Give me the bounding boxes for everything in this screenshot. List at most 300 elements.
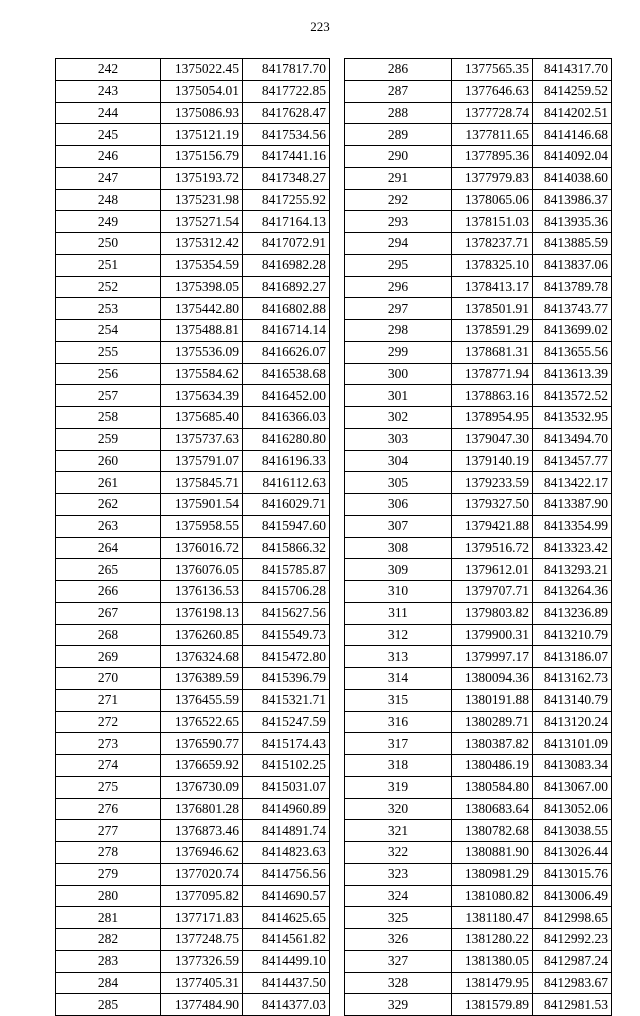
y-coordinate-cell: 8413186.07 (533, 646, 612, 668)
table-row (345, 385, 612, 407)
table-row (56, 668, 330, 690)
point-number-cell: 313 (345, 646, 452, 668)
y-coordinate-cell: 8416538.68 (243, 363, 330, 385)
x-coordinate-cell: 1375121.19 (161, 124, 243, 146)
x-coordinate-cell: 1381479.95 (452, 972, 533, 994)
point-number-cell: 303 (345, 428, 452, 450)
table-row (56, 211, 330, 233)
table-row (56, 341, 330, 363)
x-coordinate-cell: 1380387.82 (452, 733, 533, 755)
coordinates-table-left (55, 58, 330, 1016)
x-coordinate-cell: 1378413.17 (452, 276, 533, 298)
y-coordinate-cell: 8413572.52 (533, 385, 612, 407)
point-number-cell: 243 (56, 80, 161, 102)
table-row (56, 624, 330, 646)
y-coordinate-cell: 8413067.00 (533, 776, 612, 798)
point-number-cell: 246 (56, 146, 161, 168)
y-coordinate-cell: 8416892.27 (243, 276, 330, 298)
x-coordinate-cell: 1381280.22 (452, 929, 533, 951)
y-coordinate-cell: 8416029.71 (243, 494, 330, 516)
y-coordinate-cell: 8414625.65 (243, 907, 330, 929)
y-coordinate-cell: 8415174.43 (243, 733, 330, 755)
x-coordinate-cell: 1381180.47 (452, 907, 533, 929)
table-row (56, 863, 330, 885)
y-coordinate-cell: 8414202.51 (533, 102, 612, 124)
table-row (56, 320, 330, 342)
point-number-cell: 310 (345, 581, 452, 603)
table-row (345, 494, 612, 516)
x-coordinate-cell: 1377484.90 (161, 994, 243, 1016)
page-number: 223 (310, 19, 330, 34)
y-coordinate-cell: 8416714.14 (243, 320, 330, 342)
point-number-cell: 328 (345, 972, 452, 994)
point-number-cell: 259 (56, 428, 161, 450)
y-coordinate-cell: 8413026.44 (533, 842, 612, 864)
x-coordinate-cell: 1378591.29 (452, 320, 533, 342)
table-row (345, 254, 612, 276)
table-row (56, 929, 330, 951)
table-row (56, 537, 330, 559)
point-number-cell: 311 (345, 602, 452, 624)
x-coordinate-cell: 1377811.65 (452, 124, 533, 146)
x-coordinate-cell: 1378954.95 (452, 407, 533, 429)
x-coordinate-cell: 1377020.74 (161, 863, 243, 885)
x-coordinate-cell: 1380981.29 (452, 863, 533, 885)
y-coordinate-cell: 8413387.90 (533, 494, 612, 516)
table-row (345, 472, 612, 494)
table-row (345, 515, 612, 537)
y-coordinate-cell: 8416626.07 (243, 341, 330, 363)
x-coordinate-cell: 1375354.59 (161, 254, 243, 276)
point-number-cell: 302 (345, 407, 452, 429)
x-coordinate-cell: 1381080.82 (452, 885, 533, 907)
y-coordinate-cell: 8413743.77 (533, 298, 612, 320)
table-row (56, 254, 330, 276)
x-coordinate-cell: 1380584.80 (452, 776, 533, 798)
point-number-cell: 312 (345, 624, 452, 646)
table-row (56, 363, 330, 385)
x-coordinate-cell: 1379421.88 (452, 515, 533, 537)
x-coordinate-cell: 1378237.71 (452, 233, 533, 255)
table-row (345, 711, 612, 733)
x-coordinate-cell: 1376076.05 (161, 559, 243, 581)
point-number-cell: 281 (56, 907, 161, 929)
point-number-cell: 275 (56, 776, 161, 798)
table-row (56, 907, 330, 929)
point-number-cell: 245 (56, 124, 161, 146)
point-number-cell: 284 (56, 972, 161, 994)
point-number-cell: 280 (56, 885, 161, 907)
point-number-cell: 260 (56, 450, 161, 472)
table-row (345, 102, 612, 124)
x-coordinate-cell: 1379516.72 (452, 537, 533, 559)
x-coordinate-cell: 1377095.82 (161, 885, 243, 907)
y-coordinate-cell: 8416112.63 (243, 472, 330, 494)
point-number-cell: 297 (345, 298, 452, 320)
point-number-cell: 277 (56, 820, 161, 842)
table-row (345, 363, 612, 385)
point-number-cell: 271 (56, 689, 161, 711)
x-coordinate-cell: 1379047.30 (452, 428, 533, 450)
point-number-cell: 265 (56, 559, 161, 581)
point-number-cell: 283 (56, 950, 161, 972)
y-coordinate-cell: 8414038.60 (533, 167, 612, 189)
table-row (56, 124, 330, 146)
table-row (56, 972, 330, 994)
y-coordinate-cell: 8414823.63 (243, 842, 330, 864)
y-coordinate-cell: 8415549.73 (243, 624, 330, 646)
point-number-cell: 244 (56, 102, 161, 124)
table-row (56, 885, 330, 907)
y-coordinate-cell: 8414259.52 (533, 80, 612, 102)
y-coordinate-cell: 8413699.02 (533, 320, 612, 342)
y-coordinate-cell: 8415396.79 (243, 668, 330, 690)
point-number-cell: 304 (345, 450, 452, 472)
point-number-cell: 298 (345, 320, 452, 342)
point-number-cell: 268 (56, 624, 161, 646)
y-coordinate-cell: 8415472.80 (243, 646, 330, 668)
point-number-cell: 307 (345, 515, 452, 537)
y-coordinate-cell: 8417072.91 (243, 233, 330, 255)
y-coordinate-cell: 8415706.28 (243, 581, 330, 603)
x-coordinate-cell: 1377565.35 (452, 59, 533, 81)
point-number-cell: 254 (56, 320, 161, 342)
point-number-cell: 315 (345, 689, 452, 711)
point-number-cell: 282 (56, 929, 161, 951)
x-coordinate-cell: 1375488.81 (161, 320, 243, 342)
x-coordinate-cell: 1376389.59 (161, 668, 243, 690)
y-coordinate-cell: 8417534.56 (243, 124, 330, 146)
y-coordinate-cell: 8416366.03 (243, 407, 330, 429)
y-coordinate-cell: 8413101.09 (533, 733, 612, 755)
x-coordinate-cell: 1380289.71 (452, 711, 533, 733)
x-coordinate-cell: 1375958.55 (161, 515, 243, 537)
x-coordinate-cell: 1375156.79 (161, 146, 243, 168)
point-number-cell: 288 (345, 102, 452, 124)
point-number-cell: 300 (345, 363, 452, 385)
point-number-cell: 286 (345, 59, 452, 81)
table-row (345, 646, 612, 668)
x-coordinate-cell: 1376324.68 (161, 646, 243, 668)
x-coordinate-cell: 1376730.09 (161, 776, 243, 798)
x-coordinate-cell: 1375737.63 (161, 428, 243, 450)
point-number-cell: 273 (56, 733, 161, 755)
x-coordinate-cell: 1375193.72 (161, 167, 243, 189)
point-number-cell: 261 (56, 472, 161, 494)
table-row (56, 167, 330, 189)
x-coordinate-cell: 1378681.31 (452, 341, 533, 363)
y-coordinate-cell: 8413140.79 (533, 689, 612, 711)
x-coordinate-cell: 1375271.54 (161, 211, 243, 233)
x-coordinate-cell: 1376260.85 (161, 624, 243, 646)
point-number-cell: 320 (345, 798, 452, 820)
table-row (345, 885, 612, 907)
point-number-cell: 323 (345, 863, 452, 885)
point-number-cell: 309 (345, 559, 452, 581)
table-row (345, 233, 612, 255)
y-coordinate-cell: 8414146.68 (533, 124, 612, 146)
y-coordinate-cell: 8414891.74 (243, 820, 330, 842)
point-number-cell: 255 (56, 341, 161, 363)
table-row (56, 646, 330, 668)
point-number-cell: 272 (56, 711, 161, 733)
x-coordinate-cell: 1380683.64 (452, 798, 533, 820)
x-coordinate-cell: 1378501.91 (452, 298, 533, 320)
y-coordinate-cell: 8413494.70 (533, 428, 612, 450)
table-row (345, 407, 612, 429)
point-number-cell: 285 (56, 994, 161, 1016)
point-number-cell: 248 (56, 189, 161, 211)
point-number-cell: 329 (345, 994, 452, 1016)
point-number-cell: 263 (56, 515, 161, 537)
table-row (56, 733, 330, 755)
y-coordinate-cell: 8413655.56 (533, 341, 612, 363)
x-coordinate-cell: 1375536.09 (161, 341, 243, 363)
y-coordinate-cell: 8413038.55 (533, 820, 612, 842)
x-coordinate-cell: 1376522.65 (161, 711, 243, 733)
x-coordinate-cell: 1375901.54 (161, 494, 243, 516)
table-row (345, 950, 612, 972)
table-row (345, 559, 612, 581)
x-coordinate-cell: 1380486.19 (452, 755, 533, 777)
y-coordinate-cell: 8413422.17 (533, 472, 612, 494)
point-number-cell: 257 (56, 385, 161, 407)
x-coordinate-cell: 1377405.31 (161, 972, 243, 994)
x-coordinate-cell: 1377248.75 (161, 929, 243, 951)
table-row (345, 59, 612, 81)
y-coordinate-cell: 8412987.24 (533, 950, 612, 972)
y-coordinate-cell: 8414437.50 (243, 972, 330, 994)
y-coordinate-cell: 8414317.70 (533, 59, 612, 81)
y-coordinate-cell: 8413210.79 (533, 624, 612, 646)
table-row (345, 167, 612, 189)
point-number-cell: 321 (345, 820, 452, 842)
table-row (345, 776, 612, 798)
x-coordinate-cell: 1376455.59 (161, 689, 243, 711)
point-number-cell: 325 (345, 907, 452, 929)
x-coordinate-cell: 1376946.62 (161, 842, 243, 864)
point-number-cell: 296 (345, 276, 452, 298)
table-row (345, 80, 612, 102)
y-coordinate-cell: 8415247.59 (243, 711, 330, 733)
table-row (345, 863, 612, 885)
y-coordinate-cell: 8414561.82 (243, 929, 330, 951)
point-number-cell: 327 (345, 950, 452, 972)
y-coordinate-cell: 8417255.92 (243, 189, 330, 211)
point-number-cell: 247 (56, 167, 161, 189)
x-coordinate-cell: 1375845.71 (161, 472, 243, 494)
point-number-cell: 242 (56, 59, 161, 81)
point-number-cell: 251 (56, 254, 161, 276)
table-row (345, 146, 612, 168)
point-number-cell: 308 (345, 537, 452, 559)
y-coordinate-cell: 8413613.39 (533, 363, 612, 385)
y-coordinate-cell: 8413986.37 (533, 189, 612, 211)
point-number-cell: 270 (56, 668, 161, 690)
x-coordinate-cell: 1379707.71 (452, 581, 533, 603)
y-coordinate-cell: 8413015.76 (533, 863, 612, 885)
y-coordinate-cell: 8416452.00 (243, 385, 330, 407)
y-coordinate-cell: 8417722.85 (243, 80, 330, 102)
y-coordinate-cell: 8414756.56 (243, 863, 330, 885)
x-coordinate-cell: 1376016.72 (161, 537, 243, 559)
point-number-cell: 266 (56, 581, 161, 603)
y-coordinate-cell: 8416982.28 (243, 254, 330, 276)
table-row (56, 472, 330, 494)
y-coordinate-cell: 8415321.71 (243, 689, 330, 711)
x-coordinate-cell: 1376659.92 (161, 755, 243, 777)
table-row (56, 385, 330, 407)
y-coordinate-cell: 8417441.16 (243, 146, 330, 168)
y-coordinate-cell: 8413083.34 (533, 755, 612, 777)
x-coordinate-cell: 1376198.13 (161, 602, 243, 624)
point-number-cell: 279 (56, 863, 161, 885)
point-number-cell: 289 (345, 124, 452, 146)
point-number-cell: 274 (56, 755, 161, 777)
y-coordinate-cell: 8415866.32 (243, 537, 330, 559)
table-row (56, 233, 330, 255)
table-row (56, 102, 330, 124)
y-coordinate-cell: 8413006.49 (533, 885, 612, 907)
table-row (345, 798, 612, 820)
x-coordinate-cell: 1376136.53 (161, 581, 243, 603)
point-number-cell: 318 (345, 755, 452, 777)
y-coordinate-cell: 8413236.89 (533, 602, 612, 624)
y-coordinate-cell: 8413162.73 (533, 668, 612, 690)
point-number-cell: 291 (345, 167, 452, 189)
table-row (56, 146, 330, 168)
table-row (345, 929, 612, 951)
point-number-cell: 295 (345, 254, 452, 276)
table-row (345, 537, 612, 559)
y-coordinate-cell: 8414092.04 (533, 146, 612, 168)
point-number-cell: 294 (345, 233, 452, 255)
table-row (56, 189, 330, 211)
y-coordinate-cell: 8413052.06 (533, 798, 612, 820)
point-number-cell: 306 (345, 494, 452, 516)
table-row (345, 668, 612, 690)
table-row (56, 276, 330, 298)
table-row (345, 820, 612, 842)
table-row (56, 515, 330, 537)
table-row (56, 842, 330, 864)
y-coordinate-cell: 8412983.67 (533, 972, 612, 994)
x-coordinate-cell: 1378863.16 (452, 385, 533, 407)
table-row (345, 189, 612, 211)
table-row (56, 581, 330, 603)
table-row (345, 602, 612, 624)
table-row (56, 407, 330, 429)
x-coordinate-cell: 1375054.01 (161, 80, 243, 102)
y-coordinate-cell: 8413885.59 (533, 233, 612, 255)
table-row (56, 950, 330, 972)
x-coordinate-cell: 1375584.62 (161, 363, 243, 385)
point-number-cell: 314 (345, 668, 452, 690)
y-coordinate-cell: 8417164.13 (243, 211, 330, 233)
x-coordinate-cell: 1376590.77 (161, 733, 243, 755)
point-number-cell: 324 (345, 885, 452, 907)
table-row (56, 776, 330, 798)
point-number-cell: 264 (56, 537, 161, 559)
x-coordinate-cell: 1381380.05 (452, 950, 533, 972)
table-row (56, 494, 330, 516)
point-number-cell: 316 (345, 711, 452, 733)
x-coordinate-cell: 1380094.36 (452, 668, 533, 690)
x-coordinate-cell: 1379997.17 (452, 646, 533, 668)
y-coordinate-cell: 8416802.88 (243, 298, 330, 320)
y-coordinate-cell: 8417628.47 (243, 102, 330, 124)
table-row (345, 320, 612, 342)
table-row (345, 624, 612, 646)
y-coordinate-cell: 8415785.87 (243, 559, 330, 581)
point-number-cell: 326 (345, 929, 452, 951)
table-row (345, 994, 612, 1016)
y-coordinate-cell: 8415102.25 (243, 755, 330, 777)
table-row (56, 59, 330, 81)
x-coordinate-cell: 1375086.93 (161, 102, 243, 124)
y-coordinate-cell: 8413323.42 (533, 537, 612, 559)
table-row (56, 602, 330, 624)
y-coordinate-cell: 8413789.78 (533, 276, 612, 298)
table-row (345, 842, 612, 864)
y-coordinate-cell: 8415031.07 (243, 776, 330, 798)
y-coordinate-cell: 8412998.65 (533, 907, 612, 929)
table-row (56, 298, 330, 320)
table-row (56, 450, 330, 472)
x-coordinate-cell: 1378771.94 (452, 363, 533, 385)
table-row (56, 689, 330, 711)
x-coordinate-cell: 1380191.88 (452, 689, 533, 711)
coordinates-table-right (344, 58, 612, 1016)
x-coordinate-cell: 1375022.45 (161, 59, 243, 81)
x-coordinate-cell: 1377728.74 (452, 102, 533, 124)
y-coordinate-cell: 8415947.60 (243, 515, 330, 537)
point-number-cell: 267 (56, 602, 161, 624)
table-row (345, 428, 612, 450)
table-row (56, 711, 330, 733)
table-row (56, 80, 330, 102)
x-coordinate-cell: 1377171.83 (161, 907, 243, 929)
point-number-cell: 278 (56, 842, 161, 864)
y-coordinate-cell: 8414377.03 (243, 994, 330, 1016)
table-row (345, 755, 612, 777)
table-row (345, 298, 612, 320)
point-number-cell: 269 (56, 646, 161, 668)
table-row (345, 972, 612, 994)
point-number-cell: 249 (56, 211, 161, 233)
y-coordinate-cell: 8414690.57 (243, 885, 330, 907)
x-coordinate-cell: 1380881.90 (452, 842, 533, 864)
x-coordinate-cell: 1377979.83 (452, 167, 533, 189)
y-coordinate-cell: 8415627.56 (243, 602, 330, 624)
y-coordinate-cell: 8414960.89 (243, 798, 330, 820)
x-coordinate-cell: 1381579.89 (452, 994, 533, 1016)
x-coordinate-cell: 1379803.82 (452, 602, 533, 624)
point-number-cell: 256 (56, 363, 161, 385)
point-number-cell: 253 (56, 298, 161, 320)
y-coordinate-cell: 8413532.95 (533, 407, 612, 429)
y-coordinate-cell: 8412992.23 (533, 929, 612, 951)
y-coordinate-cell: 8412981.53 (533, 994, 612, 1016)
y-coordinate-cell: 8417817.70 (243, 59, 330, 81)
x-coordinate-cell: 1376873.46 (161, 820, 243, 842)
x-coordinate-cell: 1376801.28 (161, 798, 243, 820)
y-coordinate-cell: 8413837.06 (533, 254, 612, 276)
y-coordinate-cell: 8413354.99 (533, 515, 612, 537)
x-coordinate-cell: 1378325.10 (452, 254, 533, 276)
point-number-cell: 276 (56, 798, 161, 820)
x-coordinate-cell: 1379900.31 (452, 624, 533, 646)
